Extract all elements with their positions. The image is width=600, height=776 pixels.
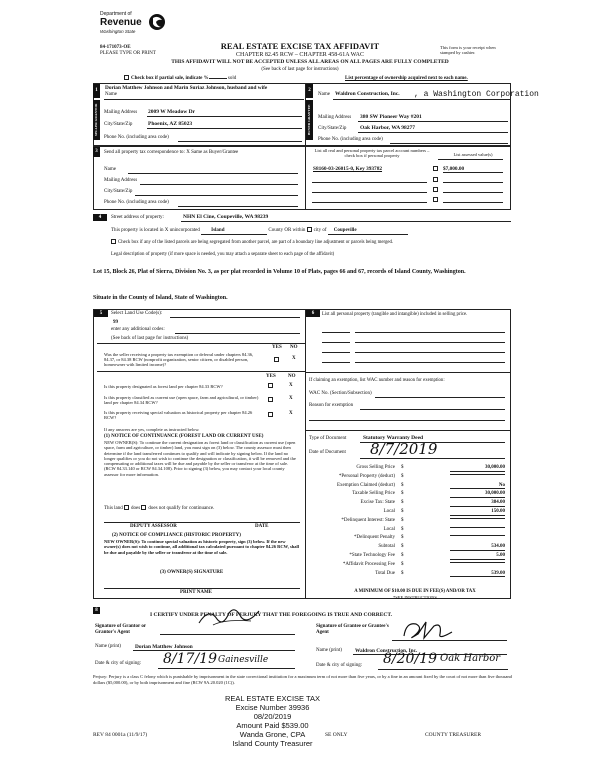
summary-row [305,491,505,499]
if-yes-note: If any answers are yes, complete as instructed below. [104,427,200,432]
assessed-header: List assessed value(s) [453,152,493,157]
grantor-sig-label: Signature of Grantor or Grantor's Agent [95,624,146,635]
doc-type-value[interactable]: Statutory Warranty Deed [363,435,424,441]
dor-logo-text-3: Washington State [100,29,136,34]
q-historic-no[interactable]: X [289,411,293,416]
summary-row [305,527,505,535]
buyer-address-label: Mailing Address [318,115,352,120]
no-header-1: NO [290,345,298,350]
located-label: This property is located in [111,228,164,233]
summary-row-value[interactable]: 30,000.00 [450,491,505,498]
summary-row [305,571,505,579]
form-revision: REV 84 0001a (11/9/17) [93,732,148,738]
land-use-value[interactable]: 99 [113,320,118,325]
yes-header-2: YES [266,374,276,379]
grantee-signature[interactable] [398,618,468,642]
summary-row [305,474,505,482]
dor-logo-text-1: Department of [100,11,132,17]
summary-row-label: Local [383,526,395,532]
city-value[interactable]: Coupeville [328,228,408,235]
grantor-signature[interactable] [195,603,265,629]
summary-row-dollar: $ [401,544,404,550]
section-1-badge: 1 [93,84,100,98]
summary-row-dollar: $ [401,535,404,541]
dor-emblem-icon [148,12,166,32]
perjury-note: Perjury: Perjury is a class C felony which is punishable by imprisonment in the state correctional institution for a maximum term of not more than five years, or by a fine in an amount fixed by the court of not more than five thousand dollars ($5,000.00), or by both imprisonment and fine (RCW 9A.20.020 (1C)). [93,674,512,685]
summary-row-label: *Personal Property (deduct) [338,473,395,479]
compliance-text: NEW OWNER(S): To continue special valuation as historic property, sign (3) below. If the new owner(s) does not wish to continue, all additional tax calculated pursuant to chapter 84.26 RCW, shall be due and payable by the seller or transferor at the time of sale. [104,539,300,555]
summary-row-value[interactable] [450,535,505,536]
parcel-checkbox-3[interactable] [433,187,438,192]
county-or: County OR within [268,228,306,233]
s3-phone-label: Phone No. (including area code) [104,200,169,205]
summary-row-label: Exemption Claimed (deduct) [336,482,395,488]
additional-codes-label: enter any additional codes: [111,327,165,332]
summary-row [305,562,505,570]
q-historic-yes[interactable] [268,412,273,417]
form-code: 84-171073-OE [100,45,131,50]
summary-row-label: *Delinquent Penalty [354,535,395,541]
summary-row-value[interactable] [450,527,505,528]
grantor-name-label: Name (print) [95,644,121,649]
form-subtitle: CHAPTER 82.45 RCW – CHAPTER 458-61A WAC [236,52,364,58]
summary-row [305,553,505,561]
summary-row-dollar: $ [401,482,404,488]
continuance-text: NEW OWNER(S): To continue the current designation as forest land or classification as current use (open space, farm and agriculture, or timber) land, you must sign on (3) below. The county assessor must then determine if the land transferred continues to qualify and will indicate by signing below. If the land no longer qualifies or you do not wish to continue the designation or classification, it will be removed and the compensating or additional taxes will be due and payable by the seller or transferor at the time of sale. (RCW 84.33.140 or RCW 84.34.108). Prior to signing (3) below, you may contact your local county assessor for more information. [104,440,296,477]
list-pct-note: List percentage of ownership acquired next to each name. [345,76,468,81]
section-2-badge: 2 [306,84,313,98]
treasurer-stamp [205,694,340,748]
print-name-label: PRINT NAME [180,590,212,595]
summary-row-label: *Delinquent Interest: State [341,517,395,523]
buyer-phone-label: Phone No. (including area code) [318,137,383,142]
grantee-name-value[interactable]: Waldron Construction, Inc. [355,648,418,654]
land-use-see-back: (See back of last page for instructions) [111,336,189,341]
summary-row [305,509,505,517]
county-treasurer-label: COUNTY TREASURER [425,732,482,738]
section-5-badge: 5 [94,310,108,317]
see-instructions: *SEE INSTRUCTIONS [393,595,437,600]
street-label: Street address of property: [111,215,164,220]
summary-row-label: Local [383,509,395,514]
buyer-city-value[interactable]: Oak Harbor, WA 98277 [360,125,416,131]
summary-row [305,535,505,543]
this-land-label: This land [104,506,123,511]
summary-row-dollar: $ [401,561,404,567]
q-current-no[interactable]: X [289,396,293,401]
seller-phone-label: Phone No. (including area code) [104,135,169,140]
deputy-assessor-label: DEPUTY ASSESSOR [130,524,177,529]
type-or-print: PLEASE TYPE OR PRINT [100,51,156,56]
this-land-row [104,505,214,512]
summary-row-dollar: $ [401,491,404,497]
see-back: (See back of last page for instructions) [261,67,339,72]
summary-row-label: *State Technology Fee [349,553,395,558]
compliance-title: (2) NOTICE OF COMPLIANCE (HISTORIC PROPERTY) [112,533,241,538]
summary-row-dollar: $ [401,509,404,514]
grantee-date-label: Date & city of signing: [316,663,363,668]
does-not-checkbox[interactable] [141,505,146,510]
parcel-header: List all real and personal property tax parcel account numbers – check box if personal property [314,148,430,159]
summary-row-value[interactable]: 539.00 [450,571,505,578]
reason-label: Reason for exemption [309,403,354,408]
receipt-note: This form is your receipt when stamped by cashier. [440,45,496,56]
s3-name-label: Name [104,167,116,172]
dor-logo-text-2: Revenue [100,17,142,28]
legal-label: Legal description of property (if more space is needed, you may attach a separate sheet to each page of the affidavit) [111,252,335,257]
doc-date-value[interactable]: 8/7/2019 [370,440,438,458]
buyer-name-label: Name [318,92,330,97]
q-exempt-yes[interactable] [274,357,279,362]
form-warning: THIS AFFIDAVIT WILL NOT BE ACCEPTED UNLESS ALL AREAS ON ALL PAGES ARE FULLY COMPLETED [171,59,449,65]
land-use-label: Select Land Use Code(s): [111,311,163,316]
owner-signature-label: (3) OWNER(S) SIGNATURE [160,570,224,575]
buyer-name-value[interactable]: Waldron Construction, Inc. [335,91,400,97]
summary-row-value[interactable] [450,562,505,563]
partial-sale-checkbox[interactable] [124,75,129,80]
grantee-city-value[interactable]: Oak Harbor [440,653,501,664]
q-current: Is this property classified as current use (open space, farm and agricultural, or timber) land per chapter 84.34 RCW? [104,395,259,406]
summary-row [305,465,505,473]
section-6-badge: 6 [306,310,320,317]
stamp-line-6: Island County Treasurer [232,739,313,748]
q-forest-no[interactable]: X [289,383,293,388]
seller-city-value[interactable]: Phoenix, AZ 85023 [148,121,193,127]
stamp-line-3: 08/20/2019 [253,712,292,721]
q-forest: Is this property designated as forest land per chapter 84.33 RCW? [104,384,223,389]
seller-side-label: SELLER GRANTOR [93,100,100,140]
section-3-badge: 3 [93,147,100,157]
grantor-date-label: Date & city of signing: [95,661,142,666]
s3-city-label: City/State/Zip [104,189,133,194]
grantee-name-label: Name (print) [316,648,342,653]
q-forest-yes[interactable] [268,383,273,388]
grantee-date-value[interactable]: 8/20/19 [383,651,437,667]
yes-header-1: YES [272,345,282,350]
q-exempt-no[interactable]: X [292,356,296,361]
partial-sale[interactable] [124,75,236,82]
stamp-line-4: Amount Paid $539.00 [236,721,309,730]
buyer-side-label: BUYER GRANTEE [306,100,313,140]
form-title: REAL ESTATE EXCISE TAX AFFIDAVIT [220,41,380,51]
grantor-name-value[interactable]: Dorian Matthew Johnson [135,644,193,650]
summary-row-dollar: $ [401,465,404,470]
summary-row [305,483,505,491]
buyer-name-typed[interactable]: , a Washington Corporation [414,90,539,99]
buyer-address-value[interactable]: 380 SW Pioneer Way #201 [360,114,422,120]
q-historic: Is this property receiving special valuation as historical property per chapter 84.26 RCW? [104,410,253,421]
located-row [111,227,408,235]
city-checkbox[interactable] [307,227,312,232]
segregated-label: Check box if any of the listed parcels are being segregated from another parcel, are part of a boundary line adjustment or parcels being merged. [118,240,394,245]
summary-row-label: Total Due [375,570,395,576]
summary-row-label: *Affidavit Processing Fee [342,561,395,567]
personal-property-label: List all personal property (tangible and intangible) included in selling price. [322,312,468,317]
continuance-title: (1) NOTICE OF CONTINUANCE (FOREST LAND OR CURRENT USE) [104,434,264,439]
summary-row-label: Subtotal [378,544,395,550]
minimum-note: A MINIMUM OF $10.00 IS DUE IN FEE(S) AND/OR TAX [354,589,476,594]
summary-row-label: Gross Selling Price [356,465,395,470]
legal-description-1[interactable]: Lot 15, Block 26, Plat of Sierra, Division No. 3, as per plat recorded in Volume 10 of Plats, pages 66 and 67, records of Island County, Washington. [93,269,466,275]
summary-row-label: Taxable Selling Price [352,491,395,497]
summary-row [305,518,505,526]
exemption-label: If claiming an exemption, list WAC number and reason for exemption: [309,378,445,383]
seller-name-label: Name [105,92,117,97]
use-only: SE ONLY [325,732,348,738]
q-exempt: Was the seller receiving a property tax exemption or deferral under chapters 84.36, 84.37, or 84.38 RCW (nonprofit organization, senior citizen, or disabled person, homeowner with limited income)? [104,352,254,368]
seller-address-value[interactable]: 2009 W Meadow Dr [148,109,196,115]
summary-row [305,500,505,508]
q-current-yes[interactable] [268,397,273,402]
doc-type-label: Type of Document [309,436,347,441]
seller-city-label: City/State/Zip [104,122,133,127]
section-4-badge: 4 [93,214,107,221]
street-value[interactable]: NHN El Cine, Coupeville, WA 98239 [183,214,269,220]
summary-row-value[interactable] [450,518,505,519]
summary-row-value[interactable]: 384.00 [450,500,505,507]
does-not-label: does not qualify for continuance. [148,506,215,511]
summary-row-dollar: $ [401,553,404,558]
send-to-label [104,150,238,156]
summary-row-value[interactable]: 534.00 [450,544,505,551]
grantor-city-value[interactable]: Gainesville [218,655,269,665]
dor-logo [100,12,180,40]
summary-row-label: Excise Tax: State [360,500,395,506]
send-to-option[interactable]: X Same as Buyer/Grantee [186,150,239,155]
segregated-checkbox[interactable] [111,239,116,244]
grantee-sig-label: Signature of Grantee or Grantee's Agent [316,624,389,635]
summary-row-value[interactable]: 5.00 [450,553,505,560]
summary-row-value[interactable]: 150.00 [450,509,505,516]
seller-name-value[interactable]: Dorian Matthew Johnson and Marin Suriaz Johnson, husband and wife [105,85,268,91]
legal-description-2[interactable]: Situate in the County of Island, State of Washington. [93,295,228,301]
summary-row-value[interactable] [450,474,505,475]
parcel-number[interactable]: S8160-03-26015-0, Key 393782 [313,166,383,172]
parcel-checkbox-4[interactable] [433,197,438,202]
summary-row [305,544,505,552]
does-checkbox[interactable] [124,505,129,510]
county-value[interactable]: Island [201,228,267,235]
stamp-line-2: Excise Number 39936 [235,703,310,712]
does-label: does [131,506,141,511]
summary-row-dollar: $ [401,473,404,479]
grantor-date-value[interactable]: 8/17/19 [163,651,217,667]
unincorp-option[interactable]: X unincorporated [164,228,200,233]
certify-statement: I CERTIFY UNDER PENALTY OF PERJURY THAT THE FOREGOING IS TRUE AND CORRECT. [150,612,393,618]
segregated-row[interactable] [111,239,393,246]
summary-row-dollar: $ [401,526,404,532]
s3-address-label: Mailing Address [104,178,138,183]
city-of-label: city of [313,228,327,233]
no-header-2: NO [288,374,296,379]
stamp-line-1: REAL ESTATE EXCISE TAX [224,694,321,703]
summary-row-dollar: $ [401,517,404,523]
summary-row-dollar: $ [401,570,404,576]
doc-date-label: Date of Document [309,450,346,455]
wac-label: WAC No. (Section/Subsection) [309,391,372,396]
partial-sale-label: Check box if partial sale, indicate % [131,76,209,81]
parcel-checkbox-2[interactable] [433,177,438,182]
buyer-city-label: City/State/Zip [318,126,347,131]
section-8-badge: 8 [93,607,100,614]
send-to-text: Send all property tax correspondence to: [104,150,185,155]
summary-row-dollar: $ [401,500,404,506]
deputy-date-label: DATE [255,524,269,529]
summary-row-value[interactable]: No [450,483,505,490]
seller-address-label: Mailing Address [104,110,138,115]
partial-sale-pct[interactable] [209,78,227,79]
assessed-value[interactable]: $7,000.00 [443,166,465,172]
sold-label: sold [227,76,237,81]
summary-row-value[interactable]: 30,000.00 [450,465,505,472]
parcel-checkbox-1[interactable] [433,166,440,173]
stamp-line-5: Wanda Grone, CPA [239,730,306,739]
